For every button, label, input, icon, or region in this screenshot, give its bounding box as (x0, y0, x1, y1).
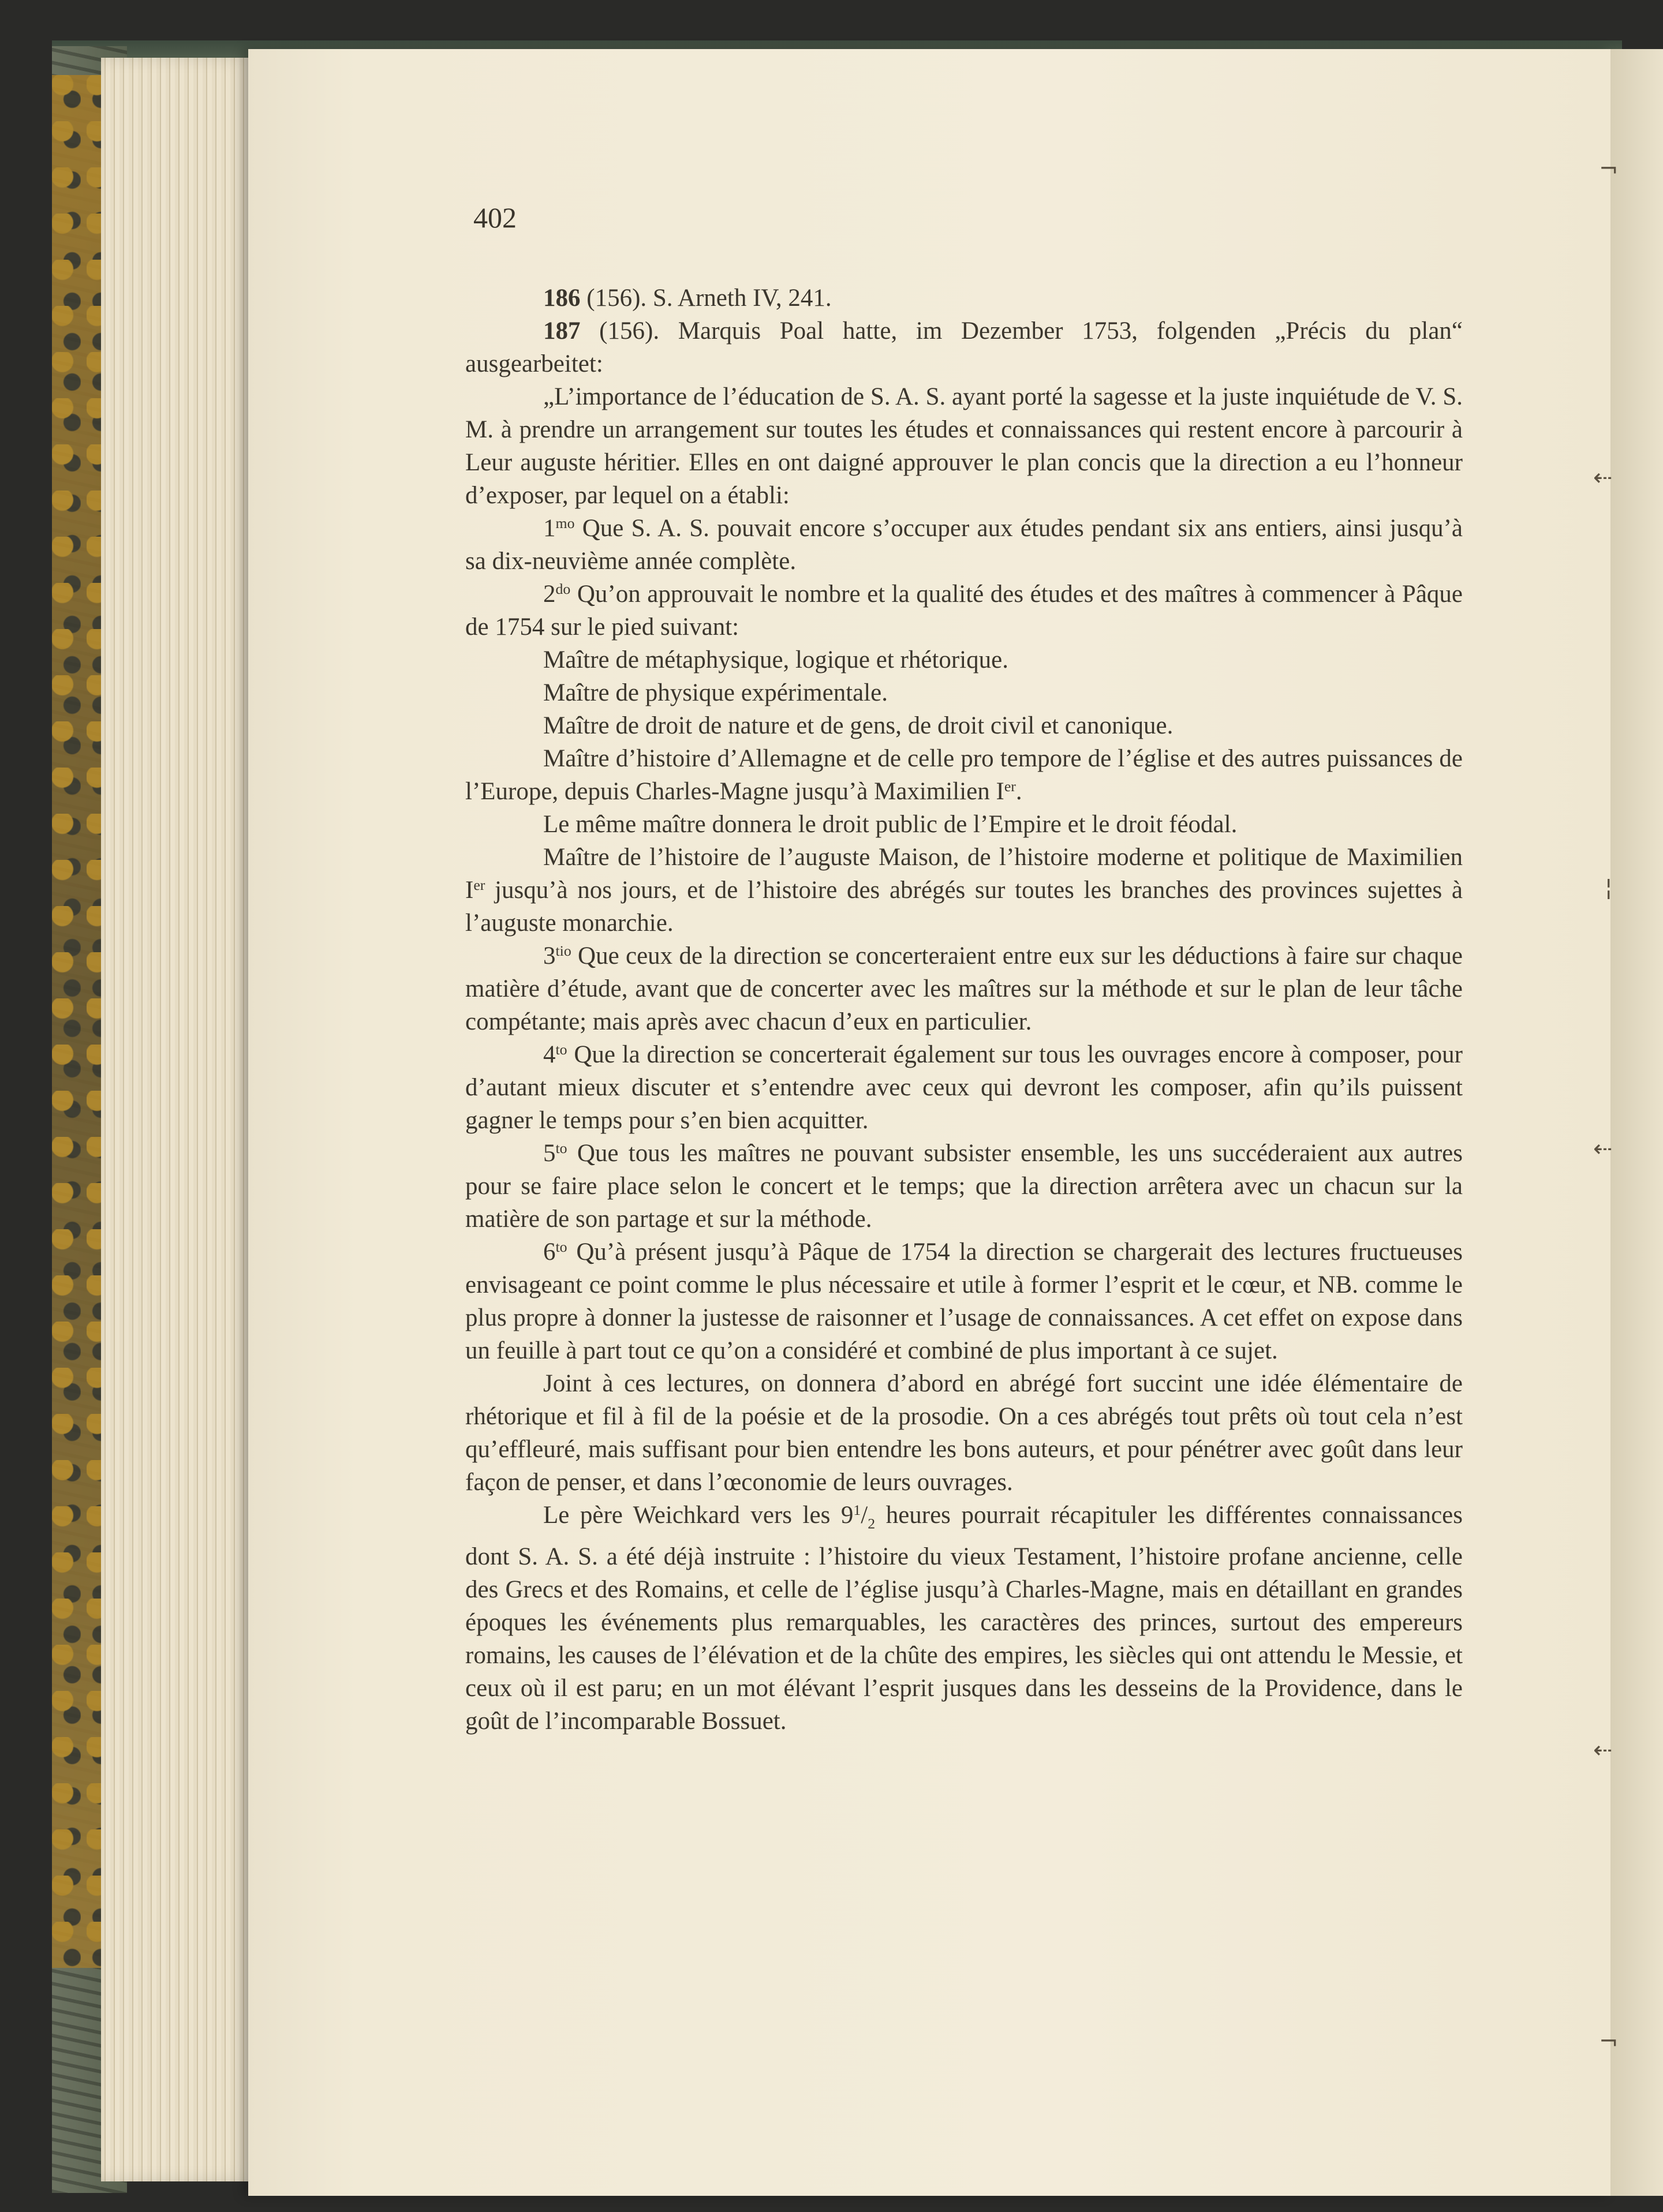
text-block (465, 282, 1463, 1738)
list-item: Maître de droit de nature et de gens, de droit civil et canonique. (543, 712, 1174, 739)
page-stack-edge (101, 58, 254, 2181)
note-187 (465, 315, 1463, 380)
numbered-item: $3^{tio}$ Que ceux de la direction se concerteraient entre eux sur les déductions à faire sur chaque matière d’étude, avant que de concerter avec les maîtres sur la méthode et sur le plan de leur tâche compétante; mais après avec chacun d’eux en particulier. (465, 942, 1463, 1035)
list-item: Maître d’histoire d’Allemagne et de celle pro tempore de l’église et des autres puissances de l’Europe, depuis Charles-Magne jusqu’à Maximilien Ier. (465, 745, 1463, 805)
edge-mark: ⇠ (1593, 465, 1613, 491)
paragraph: „L’importance de l’éducation de S. A. S. ayant porté la sagesse et la juste inquiétude de V. S. M. à prendre un arrangement sur toutes les études et connaissances qui restent encore à parcourir à Leur auguste héritier. Elles en ont daigné approuver le plan concis que la direction a eu l’honneur d’exposer, par lequel on a établi: (465, 383, 1463, 509)
numbered-item: $4^{to}$ Que la direction se concerterait également sur tous les ouvrages encore à composer, pour d’autant mieux discuter et s’entendre avec ceux qui devront les composer, afin qu’ils puissent gagner le temps pour s’en bien acquitter. (465, 1040, 1463, 1134)
note-number: 187 (543, 317, 581, 345)
edge-mark: ⇠ (1593, 1136, 1613, 1162)
numbered-item: $1^{mo}$ Que S. A. S. pouvait encore s’occuper aux études pendant six ans entiers, ainsi jusqu’à sa dix-neuvième année complète. (465, 514, 1463, 575)
list-item: Maître de métaphysique, logique et rhétorique. (543, 646, 1008, 673)
numbered-item: $6^{to}$ Qu’à présent jusqu’à Pâque de 1754 la direction se chargerait des lectures fructueuses envisageant ce point comme le plus nécessaire et utile à former l’esprit et le cœur, et NB. comme le plus propre à donner la justesse de raisonner et l’usage de connaissances. A cet effet on expose dans un feuille à part tout ce qu’on a considéré et combiné de plus important à ce sujet. (465, 1238, 1463, 1364)
edge-mark: ¬ (1599, 156, 1619, 182)
note-number: 186 (543, 285, 581, 312)
note-text: (156). Marquis Poal hatte, im Dezember 1753, folgenden „Précis du plan“ ausgearbeitet: (465, 317, 1463, 377)
note-text: (156). S. Arneth IV, 241. (580, 285, 832, 312)
list-item: Le même maître donnera le droit public de l’Empire et le droit féodal. (543, 811, 1238, 838)
edge-mark: ¦ (1605, 874, 1613, 901)
facing-page-edge (1610, 49, 1663, 2196)
page-number: 402 (473, 201, 517, 234)
numbered-item: $5^{to}$ Que tous les maîtres ne pouvant subsister ensemble, les uns succéderaient aux autres pour se faire place selon le concert et le temps; que la direction arrêtera avec un chacun sur la matière de son partage et sur la méthode. (465, 1139, 1463, 1233)
edge-mark: ⇠ (1593, 1737, 1613, 1764)
note-186 (465, 282, 1463, 315)
paragraph: Le père Weichkard vers les $9^1/_2$ heures pourrait récapituler les différentes connaissances dont S. A. S. a été déjà instruite : l’histoire du vieux Testament, l’histoire profane ancienne, celle des Grecs et des Romains, et celle de l’église jusqu’à Charles-Magne, mais en détaillant en grandes époques les événements plus remarquables, les caractères des princes, surtout des empereurs romains, les causes de l’élévation et de la chûte des empires, les siècles qui ont attendu le Messie, et ceux où il est paru; en un mot élévant l’esprit jusques dans les desseins de la Providence, dans le goût de l’incomparable Bossuet. (465, 1501, 1463, 1735)
edge-mark: ¬ (1599, 2028, 1619, 2055)
paragraph: Joint à ces lectures, on donnera d’abord en abrégé fort succint une idée élémentaire de rhétorique et fil à fil de la poésie et de la prosodie. On a ces abrégés tout prêts où tout cela n’est qu’effleuré, mais suffisant pour bien entendre les bons auteurs, et pour pénétrer avec goût dans leur façon de penser, et dans l’œconomie de leurs ouvrages. (465, 1370, 1463, 1496)
numbered-item: $2^{do}$ Qu’on approuvait le nombre et la qualité des études et des maîtres à commencer à Pâque de 1754 sur le pied suivant: (465, 580, 1463, 641)
list-item: Maître de physique expérimentale. (543, 679, 888, 706)
list-item: Maître de l’histoire de l’auguste Maison, de l’histoire moderne et politique de Maximilien Ier jusqu’à nos jours, et de l’histoire des abrégés sur toutes les branches des provinces sujettes à l’auguste monarchie. (465, 844, 1463, 937)
